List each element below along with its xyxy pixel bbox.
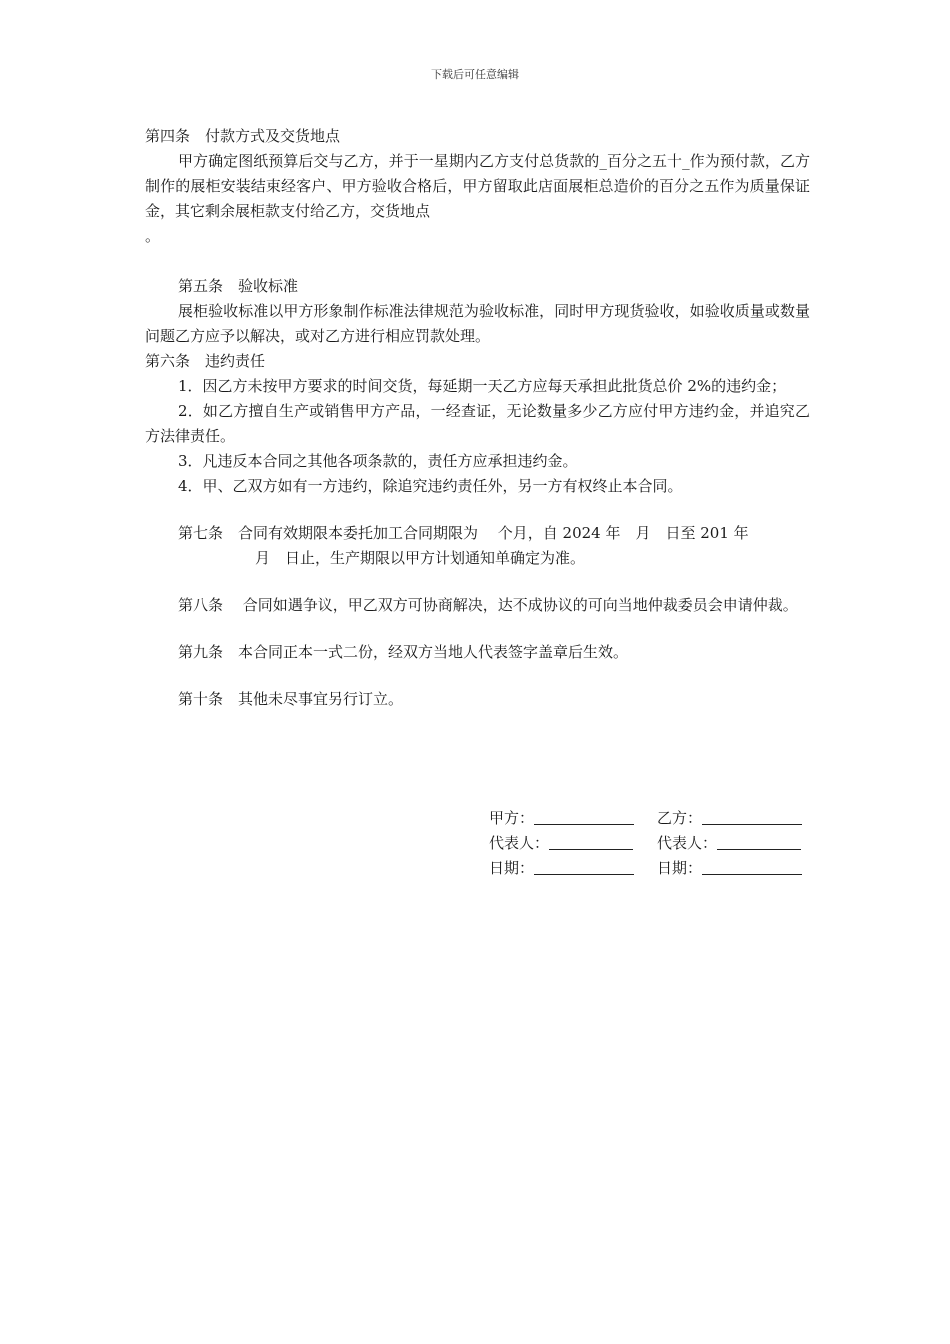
article-10-body: 第十条 其他未尽事宜另行订立。 bbox=[178, 690, 404, 708]
rep-a-blank[interactable] bbox=[549, 831, 633, 850]
article-4-end: 。 bbox=[145, 227, 161, 245]
spacer bbox=[145, 249, 810, 274]
party-a-label: 甲方： bbox=[489, 809, 535, 827]
article-5-body: 展柜验收标准以甲方形象制作标准法律规范为验收标准，同时甲方现货验收，如验收质量或数量问题乙方应予以解决，或对乙方进行相应罚款处理。 bbox=[145, 302, 810, 345]
article-9-body: 第九条 本合同正本一式二份，经双方当地人代表签字盖章后生效。 bbox=[178, 643, 629, 661]
spacer bbox=[145, 618, 810, 640]
contract-body bbox=[145, 124, 810, 712]
article-7-line-2: 月 日止，生产期限以甲方计划通知单确定为准。 bbox=[255, 549, 586, 567]
date-a-label: 日期： bbox=[489, 859, 535, 877]
rep-a-label: 代表人： bbox=[489, 834, 550, 852]
article-6-title: 第六条 违约责任 bbox=[145, 352, 266, 370]
signature-row-date bbox=[489, 856, 825, 881]
spacer bbox=[145, 499, 810, 521]
rep-b-label: 代表人： bbox=[657, 834, 718, 852]
party-b-blank[interactable] bbox=[702, 806, 802, 825]
signature-block bbox=[489, 806, 825, 881]
party-b-label: 乙方： bbox=[657, 809, 703, 827]
page-header: 下载后可任意编辑 bbox=[431, 68, 519, 81]
article-6-item-4: 4．甲、乙双方如有一方违约，除追究违约责任外，另一方有权终止本合同。 bbox=[178, 477, 683, 495]
article-8-body: 第八条 合同如遇争议，甲乙双方可协商解决，达不成协议的可向当地仲裁委员会申请仲裁。 bbox=[178, 596, 798, 614]
article-6-item-2: 2．如乙方擅自生产或销售甲方产品，一经查证，无论数量多少乙方应付甲方违约金，并追究乙方法律责任。 bbox=[145, 402, 810, 445]
article-4-body: 甲方确定图纸预算后交与乙方，并于一星期内乙方支付总货款的_百分之五十_作为预付款，乙方制作的展柜安装结束经客户、甲方验收合格后，甲方留取此店面展柜总造价的百分之五作为质量保证金，其它剩余展柜款支付给乙方，交货地点 bbox=[145, 152, 810, 220]
signature-row-rep bbox=[489, 831, 825, 856]
party-a-blank[interactable] bbox=[534, 806, 634, 825]
signature-row-party bbox=[489, 806, 825, 831]
date-a-blank[interactable] bbox=[534, 856, 634, 875]
date-b-blank[interactable] bbox=[702, 856, 802, 875]
spacer bbox=[145, 665, 810, 687]
article-5-title: 第五条 验收标准 bbox=[178, 277, 299, 295]
date-b-label: 日期： bbox=[657, 859, 703, 877]
article-6-item-3: 3．凡违反本合同之其他各项条款的，责任方应承担违约金。 bbox=[178, 452, 578, 470]
article-7-line-1: 第七条 合同有效期限本委托加工合同期限为 个月，自 2024 年 月 日至 201 年 bbox=[178, 524, 749, 542]
article-6-item-1: 1．因乙方未按甲方要求的时间交货，每延期一天乙方应每天承担此批货总价 2%的违约金； bbox=[178, 377, 787, 395]
article-4-title: 第四条 付款方式及交货地点 bbox=[145, 127, 341, 145]
spacer bbox=[145, 571, 810, 593]
rep-b-blank[interactable] bbox=[717, 831, 801, 850]
